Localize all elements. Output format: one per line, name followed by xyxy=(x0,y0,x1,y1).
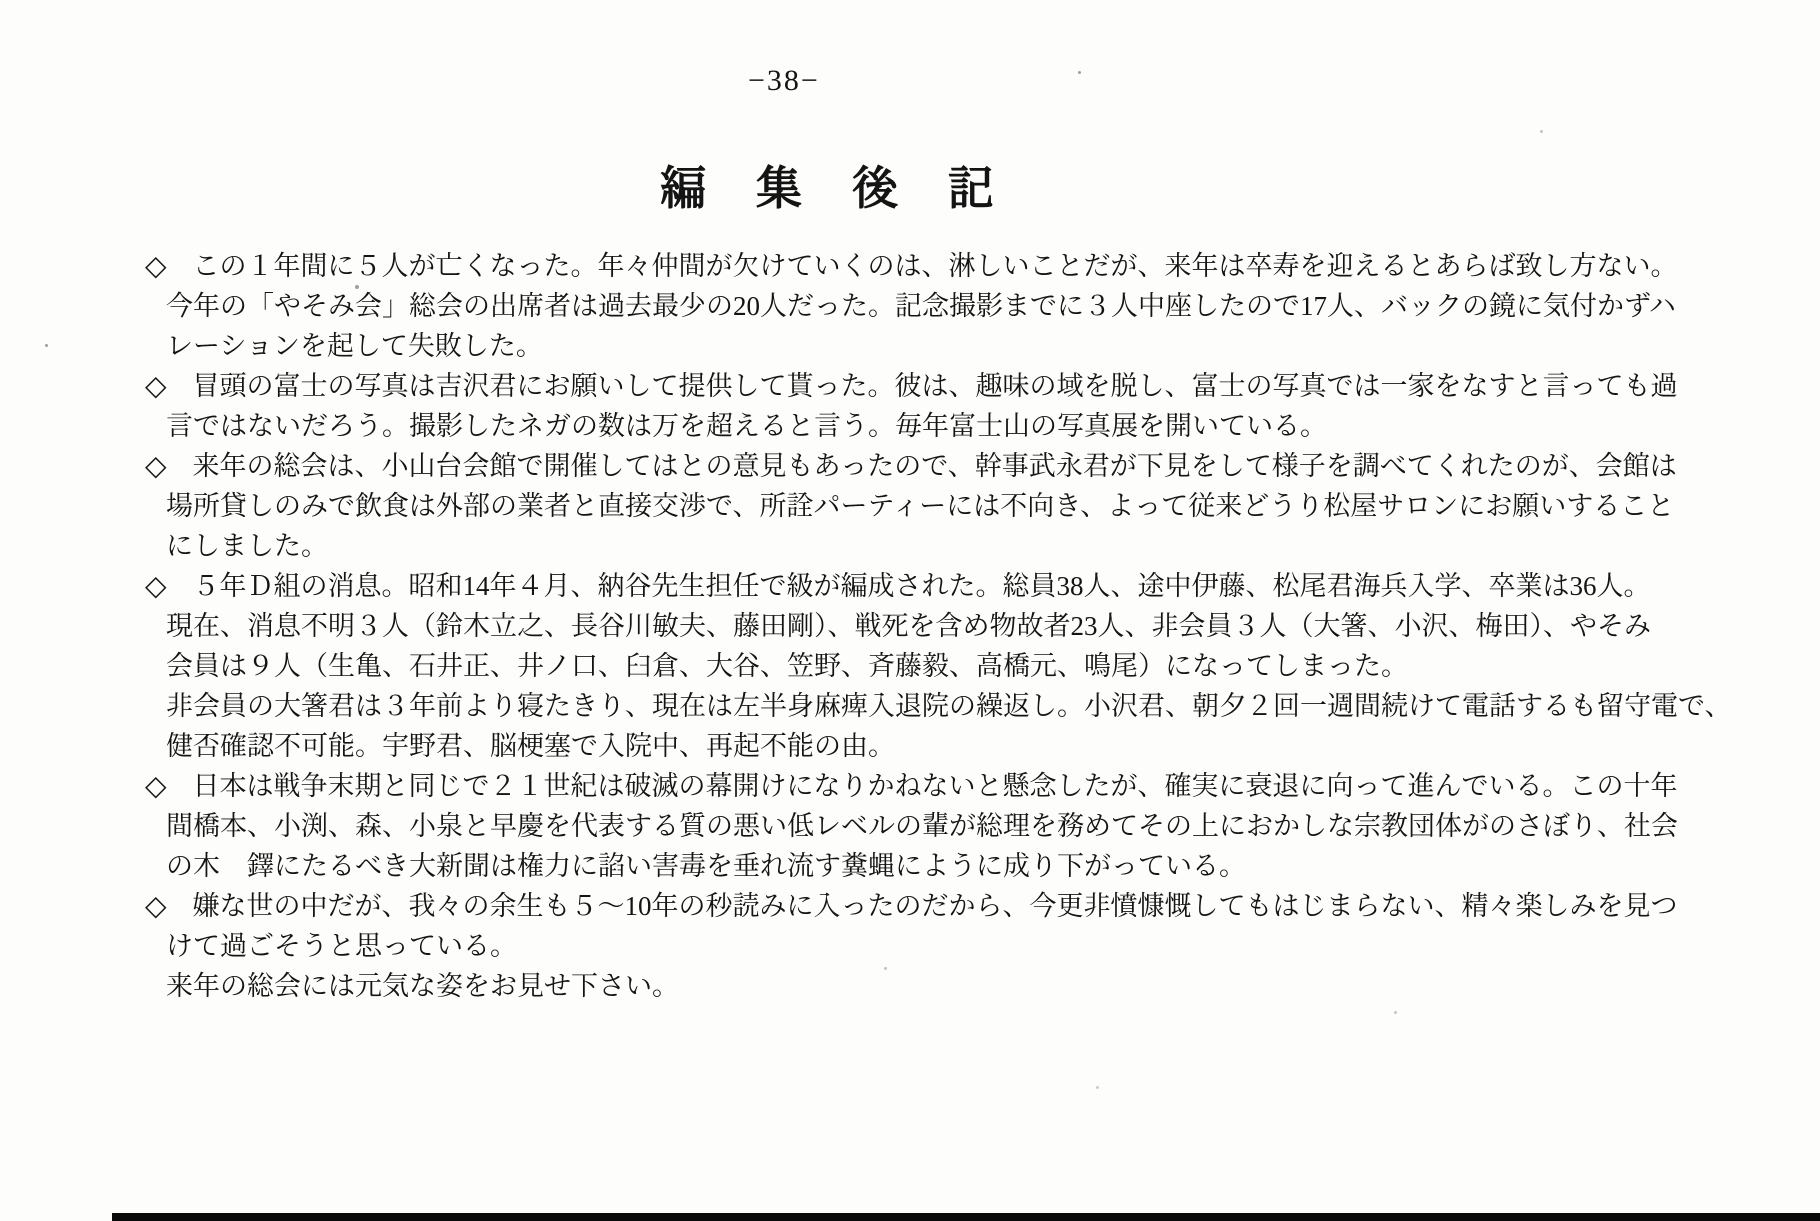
line-text: 非会員の大箸君は３年前より寝たきり、現在は左半身麻痺入退院の繰返し。小沢君、朝夕２回一週間続けて電話するも留守電で、 xyxy=(166,691,1732,721)
line-text: 来年の総会には元気な姿をお見せ下さい。 xyxy=(166,971,679,1001)
diamond-bullet-icon: ◇ xyxy=(145,251,167,282)
paragraph-line xyxy=(145,926,1785,966)
paragraph-line xyxy=(145,246,1785,286)
line-text: 健否確認不可能。宇野君、脳梗塞で入院中、再起不能の由。 xyxy=(166,731,895,761)
line-text: 嫌な世の中だが、我々の余生も５～10年の秒読みに入ったのだから、今更非憤慷慨してもはじまらない、精々楽しみを見つ xyxy=(192,891,1678,921)
line-text: けて過ごそうと思っている。 xyxy=(166,931,517,961)
line-text: にしました。 xyxy=(166,531,328,561)
line-text: 場所貸しのみで飲食は外部の業者と直接交渉で、所詮パーティーには不向き、よって従来どうり松屋サロンにお願いすること xyxy=(166,491,1675,521)
paragraph-line xyxy=(145,326,1785,366)
line-text: 言ではないだろう。撮影したネガの数は万を超えると言う。毎年富士山の写真展を開いている。 xyxy=(166,411,1327,441)
line-text: 現在、消息不明３人（鈴木立之、長谷川敏夫、藤田剛）、戦死を含め物故者23人、非会員３人（大箸、小沢、梅田）、やそみ xyxy=(166,611,1651,641)
scan-speck xyxy=(1096,1086,1099,1089)
line-text: 間橋本、小渕、森、小泉と早慶を代表する質の悪い低レベルの輩が総理を務めてその上におかしな宗教団体がのさぼり、社会 xyxy=(166,811,1678,841)
diamond-bullet-icon: ◇ xyxy=(145,571,167,602)
line-text: ５年Ｄ組の消息。昭和14年４月、納谷先生担任で級が編成された。総員38人、途中伊藤、松尾君海兵入学、卒業は36人。 xyxy=(192,571,1651,601)
scan-speck xyxy=(355,285,359,289)
paragraph-line xyxy=(145,366,1785,406)
scan-speck xyxy=(1540,130,1543,133)
scan-speck xyxy=(45,344,48,347)
paragraph-line xyxy=(145,286,1785,326)
paragraph-line xyxy=(145,886,1785,926)
paragraph-line xyxy=(145,646,1785,686)
paragraph-line xyxy=(145,966,1785,1006)
body-text xyxy=(145,246,1785,1006)
paragraph-line xyxy=(145,806,1785,846)
line-text: 今年の「やそみ会」総会の出席者は過去最少の20人だった。記念撮影までに３人中座したので17人、バックの鏡に気付かずハ xyxy=(166,291,1676,321)
paragraph-line xyxy=(145,846,1785,886)
diamond-bullet-icon: ◇ xyxy=(145,891,167,922)
page-number: −38− xyxy=(748,64,820,97)
line-text: の木 鐸にたるべき大新聞は権力に諂い害毒を垂れ流す糞蝿にように成り下がっている。 xyxy=(166,851,1246,881)
line-text: 日本は戦争末期と同じで２１世紀は破滅の幕開けになりかねないと懸念したが、確実に衰退に向って進んでいる。この十年 xyxy=(192,771,1678,801)
page-title: 編 集 後 記 xyxy=(660,163,996,214)
paragraph-line xyxy=(145,406,1785,446)
paragraph-line xyxy=(145,766,1785,806)
scan-speck xyxy=(1394,1011,1397,1014)
line-text: レーションを起して失敗した。 xyxy=(166,331,543,361)
diamond-bullet-icon: ◇ xyxy=(145,451,167,482)
paragraph-line xyxy=(145,566,1785,606)
paragraph-line xyxy=(145,686,1785,726)
line-text: 会員は９人（生亀、石井正、井ノ口、臼倉、大谷、笠野、斉藤毅、高橋元、鳴尾）になってしまった。 xyxy=(166,651,1408,681)
line-text: 冒頭の富士の写真は吉沢君にお願いして提供して貰った。彼は、趣味の域を脱し、富士の写真では一家をなすと言っても過 xyxy=(192,371,1678,401)
paragraph-line xyxy=(145,606,1785,646)
scan-speck xyxy=(884,967,887,970)
paragraph-line xyxy=(145,726,1785,766)
diamond-bullet-icon: ◇ xyxy=(145,771,167,802)
paragraph-line xyxy=(145,486,1785,526)
diamond-bullet-icon: ◇ xyxy=(145,371,167,402)
paragraph-line xyxy=(145,526,1785,566)
line-text: 来年の総会は、小山台会館で開催してはとの意見もあったので、幹事武永君が下見をして様子を調べてくれたのが、会館は xyxy=(192,451,1677,481)
paragraph-line xyxy=(145,446,1785,486)
scan-speck xyxy=(1078,71,1081,74)
line-text: この１年間に５人が亡くなった。年々仲間が欠けていくのは、淋しいことだが、来年は卒寿を迎えるとあらば致し方ない。 xyxy=(192,251,1678,281)
scan-edge-artifact xyxy=(112,1213,1820,1221)
